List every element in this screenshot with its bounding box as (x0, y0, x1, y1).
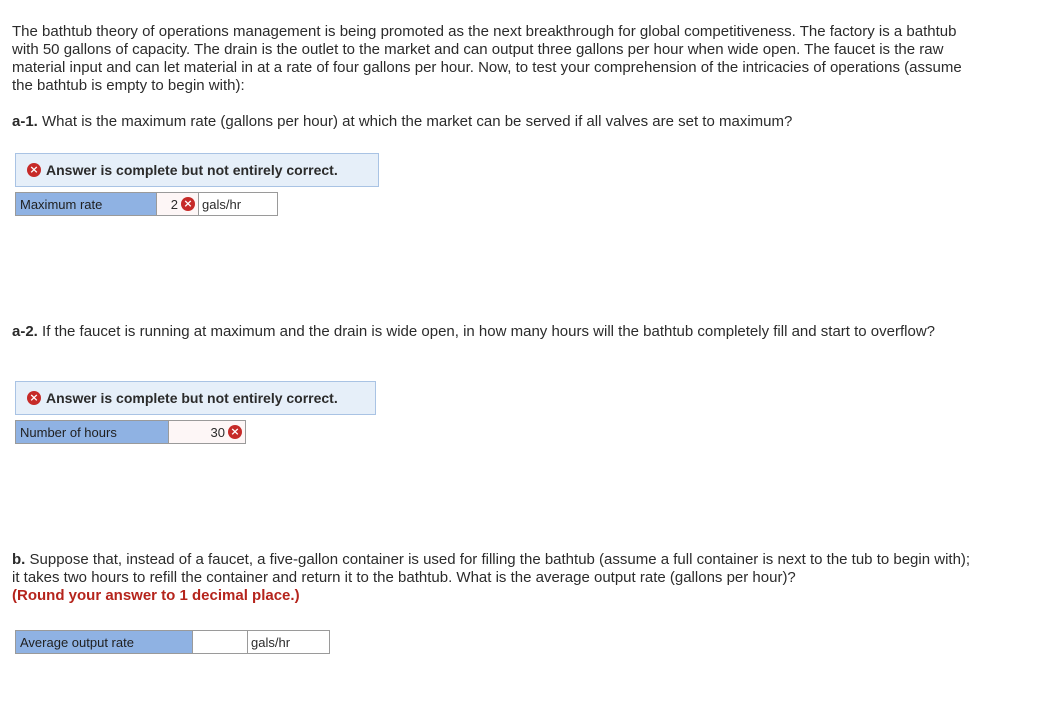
answer-unit-average-output-rate: gals/hr (248, 631, 329, 653)
answer-row-average-output-rate (15, 630, 330, 654)
answer-label-number-of-hours: Number of hours (16, 421, 169, 443)
feedback-text-a2: Answer is complete but not entirely correct. (46, 390, 338, 406)
feedback-banner-a2 (15, 381, 376, 415)
x-circle-icon: × (181, 197, 195, 211)
question-a1 (12, 113, 1012, 131)
answer-unit-maximum-rate: gals/hr (199, 193, 277, 215)
question-b-number: b. (12, 551, 26, 568)
feedback-text-a1: Answer is complete but not entirely correct. (46, 162, 338, 178)
question-a1-text: What is the maximum rate (gallons per hour) at which the market can be served if all valves are set to maximum? (37, 113, 793, 130)
question-a1-number: a-1. (12, 113, 38, 130)
x-circle-icon: × (27, 163, 41, 177)
question-b (12, 551, 972, 605)
question-a2-text: If the faucet is running at maximum and the drain is wide open, in how many hours will the bathtub completely fill and start to overflow? (37, 323, 935, 340)
problem-intro: The bathtub theory of operations management is being promoted as the next breakthrough for global competitiveness. The factory is a bathtub with 50 gallons of capacity. The drain is the outlet to the market and can output three gallons per hour when wide open. The faucet is the raw material input and can let material in at a rate of four gallons per hour. Now, to test your comprehension of the intricacies of operations (assume the bathtub is empty to begin with): (12, 23, 962, 94)
rounding-instruction: (Round your answer to 1 decimal place.) (12, 587, 300, 604)
x-circle-icon: × (27, 391, 41, 405)
answer-value-number-of-hours: 30 (210, 424, 225, 440)
question-b-text: Suppose that, instead of a faucet, a five-gallon container is used for filling the bathtub (assume a full container is next to the tub to begin with); it takes two hours to refill the container and return it to the bathtub. What is the average output rate (gallons per hour)? (12, 551, 971, 586)
feedback-banner-a1 (15, 153, 379, 187)
x-circle-icon: × (228, 425, 242, 439)
answer-value-maximum-rate: 2 (170, 196, 178, 212)
answer-input-average-output-rate[interactable] (193, 631, 248, 653)
question-a2-number: a-2. (12, 323, 38, 340)
answer-field-number-of-hours[interactable] (169, 421, 245, 443)
answer-field-maximum-rate[interactable] (157, 193, 199, 215)
answer-row-number-of-hours (15, 420, 246, 444)
answer-row-maximum-rate (15, 192, 278, 216)
answer-label-average-output-rate: Average output rate (16, 631, 193, 653)
question-a2 (12, 323, 942, 341)
answer-label-maximum-rate: Maximum rate (16, 193, 157, 215)
